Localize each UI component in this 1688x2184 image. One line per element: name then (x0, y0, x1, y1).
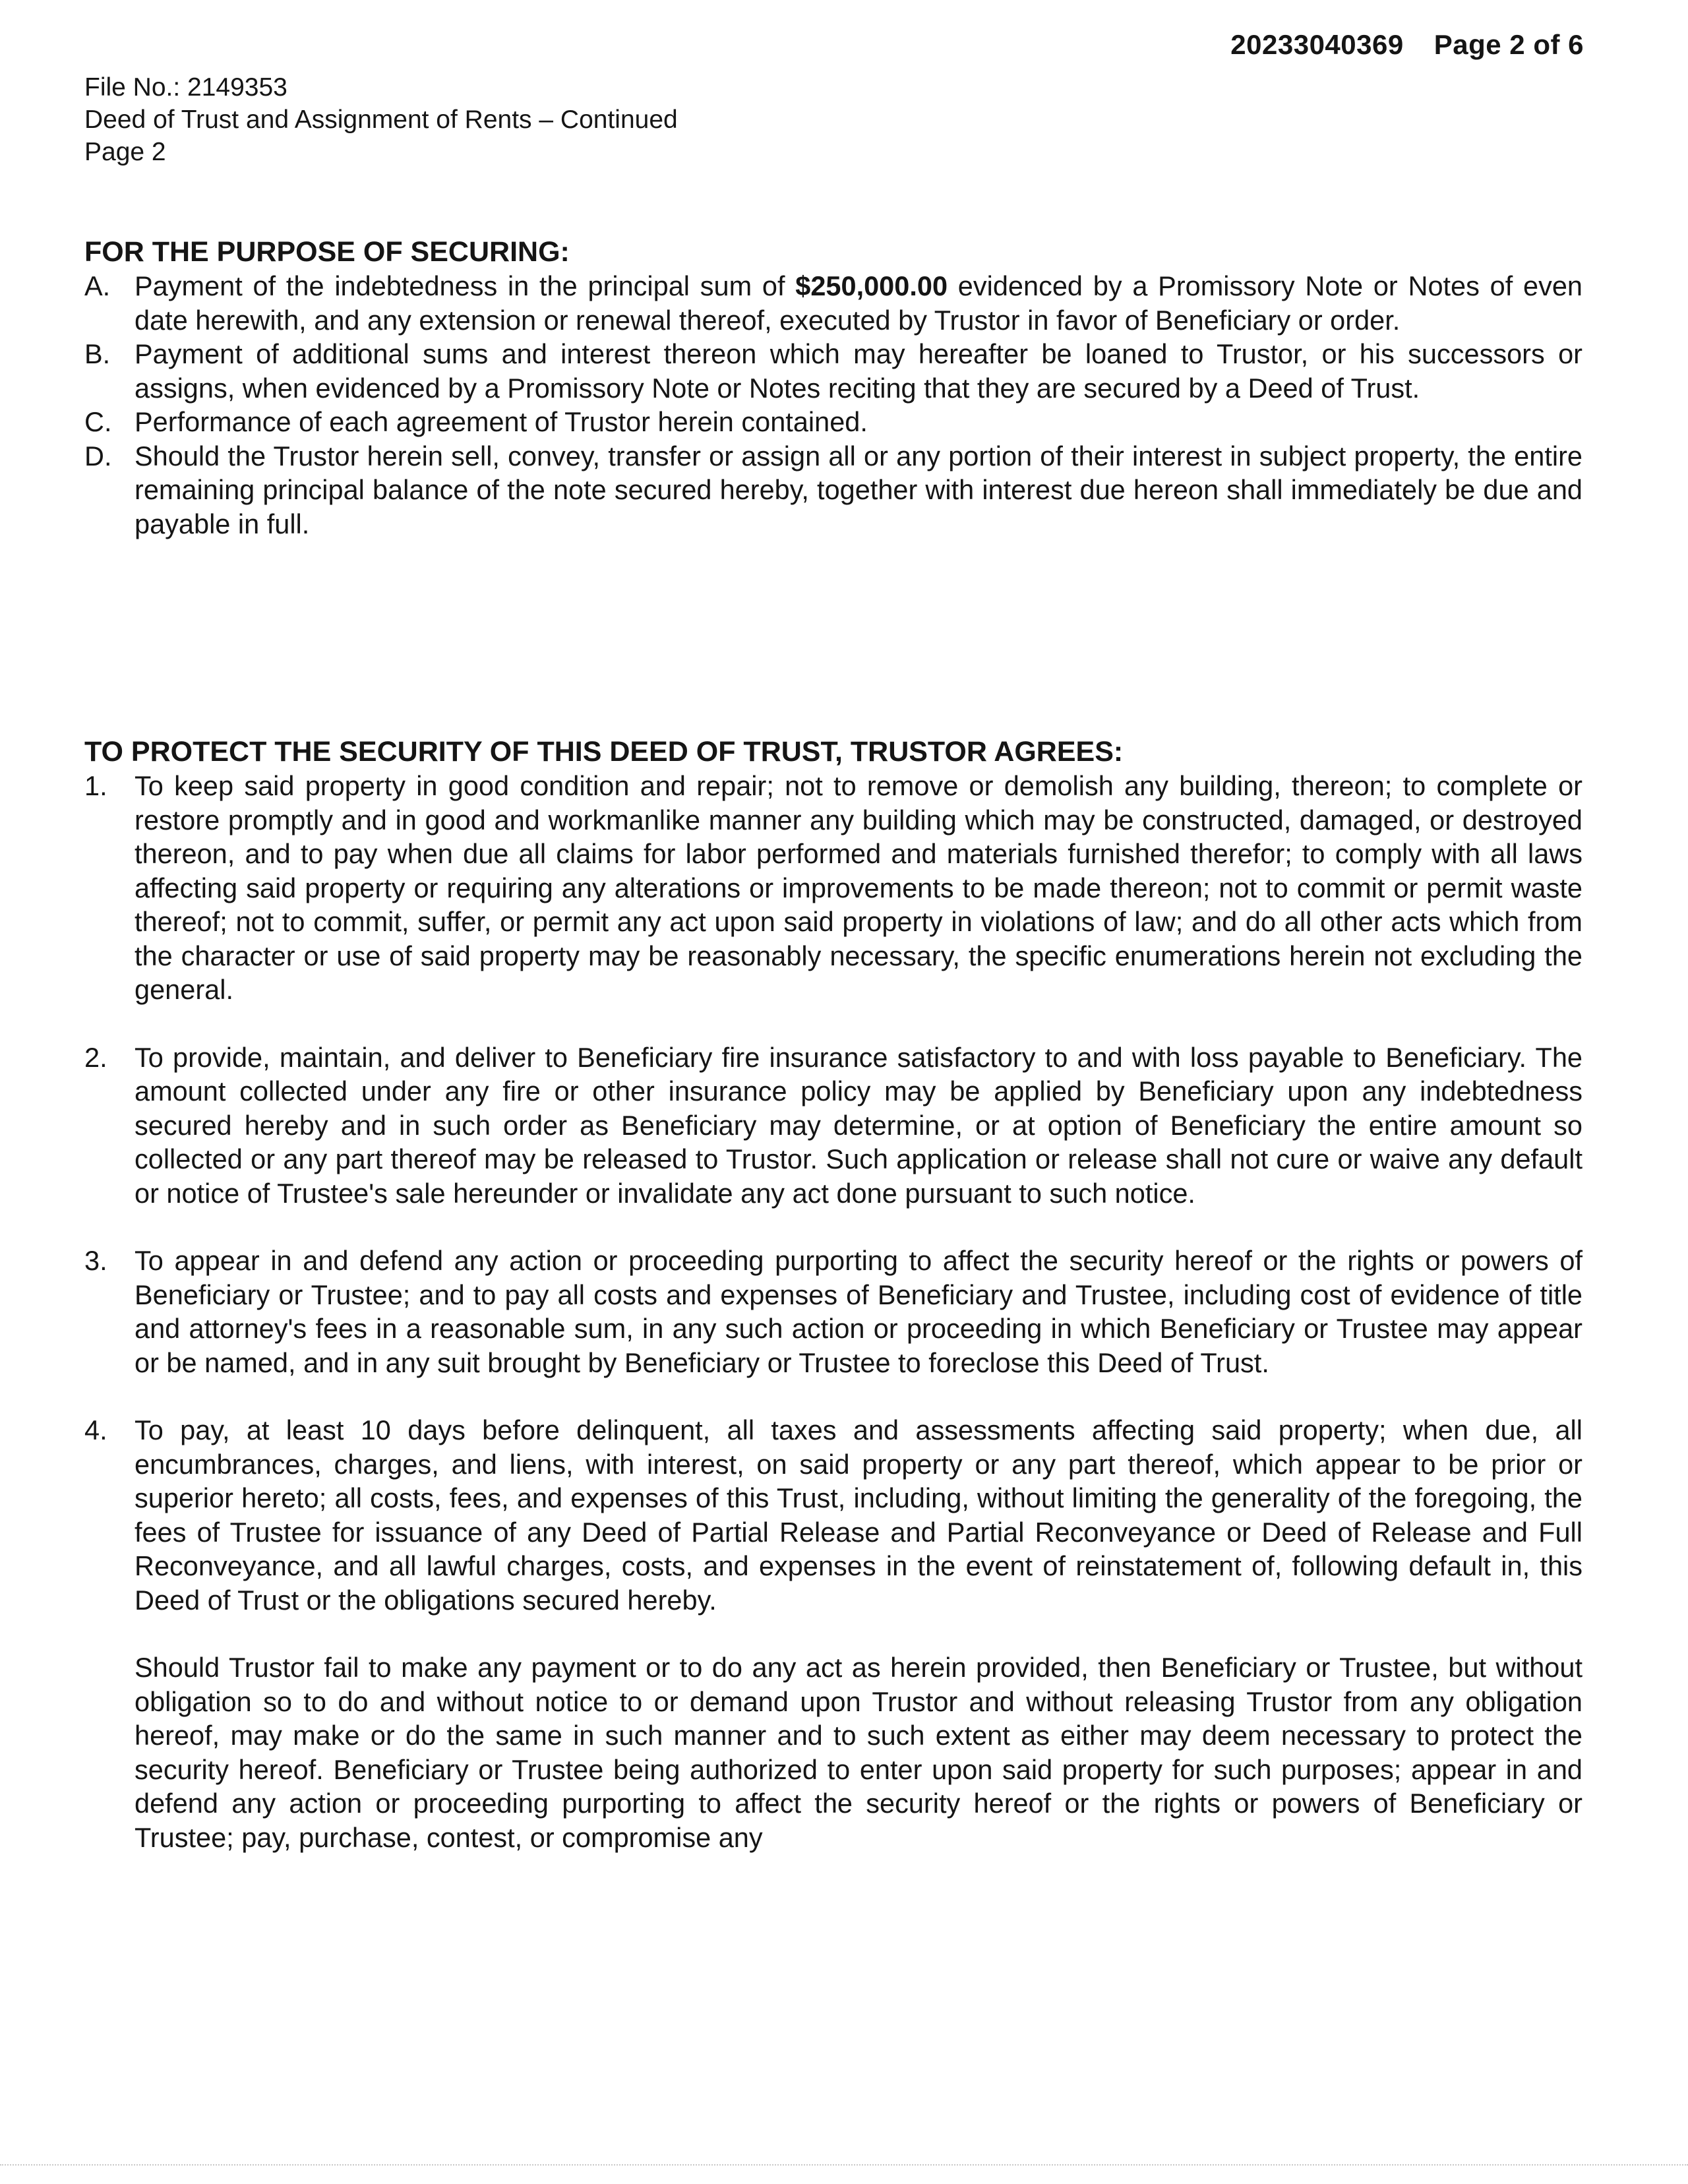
item-text: To pay, at least 10 days before delinquent, all taxes and assessments affecting said property; when due, all encumbrances, charges, and liens, with interest, on said property or any part thereof, which appear to be prior or superior hereto; all costs, fees, and expenses of this Trust, including, without limiting the generality of the foregoing, the fees of Trustee for issuance of any Deed of Partial Release and Partial Reconveyance or Deed of Release and Full Reconveyance, and all lawful charges, costs, and expenses in the event of reinstatement of, following default in, this Deed of Trust or the obligations secured hereby. (135, 1414, 1582, 1616)
item-text: To keep said property in good condition and repair; not to remove or demolish any building, thereon; to complete or restore promptly and in good and workmanlike manner any building which may be constructed, damaged, or destroyed thereon, and to pay when due all claims for labor performed and materials furnished therefor; to comply with all laws affecting said property or requiring any alterations or improvements to be made thereon; not to commit or permit waste thereof; not to commit, suffer, or permit any act upon said property in violations of law; and do all other acts which from the character or use of said property may be reasonably necessary, the specific enumerations herein not excluding the general. (135, 770, 1582, 1005)
item-label: 1. (84, 770, 107, 801)
recording-number: 20233040369 (1230, 29, 1404, 60)
principal-amount: $250,000.00 (795, 270, 948, 301)
item-label: 3. (84, 1245, 107, 1276)
page-count-label: Page 2 of 6 (1433, 29, 1584, 60)
item-label: B. (84, 338, 111, 369)
item-label: C. (84, 406, 112, 437)
item-text: To provide, maintain, and deliver to Beneficiary fire insurance satisfactory to and with loss payable to Beneficiary. The amount collected under any fire or other insurance policy may be applied by Beneficiary upon any indebtedness secured hereby and in such order as Beneficiary may determine, or at option of Beneficiary the entire amount so collected or any part thereof may be released to Trustor. Such application or release shall not cure or waive any default or notice of Trustee's sale hereunder or invalidate any act done pursuant to such notice. (135, 1041, 1582, 1209)
item-label: 4. (84, 1414, 107, 1445)
agreement-item-3 (84, 1244, 1582, 1380)
document-title: Deed of Trust and Assignment of Rents – Continued (84, 106, 678, 134)
page-number: Page 2 (84, 138, 166, 166)
purpose-item-a (84, 269, 1582, 337)
item-continuation-text: Should Trustor fail to make any payment or to do any act as herein provided, then Beneficiary or Trustee, but without obligation so to do and without notice to or demand upon Trustor and without releasing Trustor from any obligation hereof, may make or do the same in such manner and to such extent as either may deem necessary to protect the security hereof. Beneficiary or Trustee being authorized to enter upon said property for such purposes; appear in and defend any action or proceeding purporting to affect the security hereof or the rights or powers of Beneficiary or Trustee; pay, purchase, contest, or compromise any (135, 1652, 1582, 1853)
item-label: 2. (84, 1041, 107, 1073)
agreement-item-4 (84, 1413, 1582, 1854)
purpose-section (84, 235, 1582, 541)
purpose-heading: FOR THE PURPOSE OF SECURING: (84, 236, 570, 268)
item-label: A. (84, 270, 111, 301)
item-text: Payment of the indebtedness in the principal sum of $250,000.00 evidenced by a Promissory Note or Notes of even date herewith, and any extension or renewal thereof, executed by Trustor in favor of Beneficiary or order. (135, 270, 1582, 336)
item-text: Payment of additional sums and interest thereon which may hereafter be loaned to Trustor, or his successors or assigns, when evidenced by a Promissory Note or Notes reciting that they are secured by a Deed of Trust. (135, 338, 1582, 404)
item-text: Performance of each agreement of Trustor herein contained. (135, 406, 868, 437)
purpose-item-b (84, 337, 1582, 405)
purpose-item-d (84, 439, 1582, 541)
trustor-agrees-heading: TO PROTECT THE SECURITY OF THIS DEED OF TRUST, TRUSTOR AGREES: (84, 736, 1124, 768)
item-label: D. (84, 440, 112, 471)
trustor-agrees-section (84, 735, 1582, 1854)
item-text: Should the Trustor herein sell, convey, transfer or assign all or any portion of their interest in subject property, the entire remaining principal balance of the note secured hereby, together with interest due hereon shall immediately be due and payable in full. (135, 440, 1582, 539)
item-text: To appear in and defend any action or proceeding purporting to affect the security hereof or the rights or powers of Beneficiary or Trustee; and to pay all costs and expenses of Beneficiary and Trustee, including cost of evidence of title and attorney's fees in a reasonable sum, in any such action or proceeding in which Beneficiary or Trustee may appear or be named, and in any suit brought by Beneficiary or Trustee to foreclose this Deed of Trust. (135, 1245, 1582, 1378)
file-number: File No.: 2149353 (84, 73, 287, 102)
file-header (84, 71, 678, 168)
agreement-item-1 (84, 769, 1582, 1007)
recording-header (1230, 29, 1584, 61)
purpose-item-c (84, 405, 1582, 439)
agreement-item-2 (84, 1041, 1582, 1211)
scan-edge-line (0, 2164, 1688, 2166)
